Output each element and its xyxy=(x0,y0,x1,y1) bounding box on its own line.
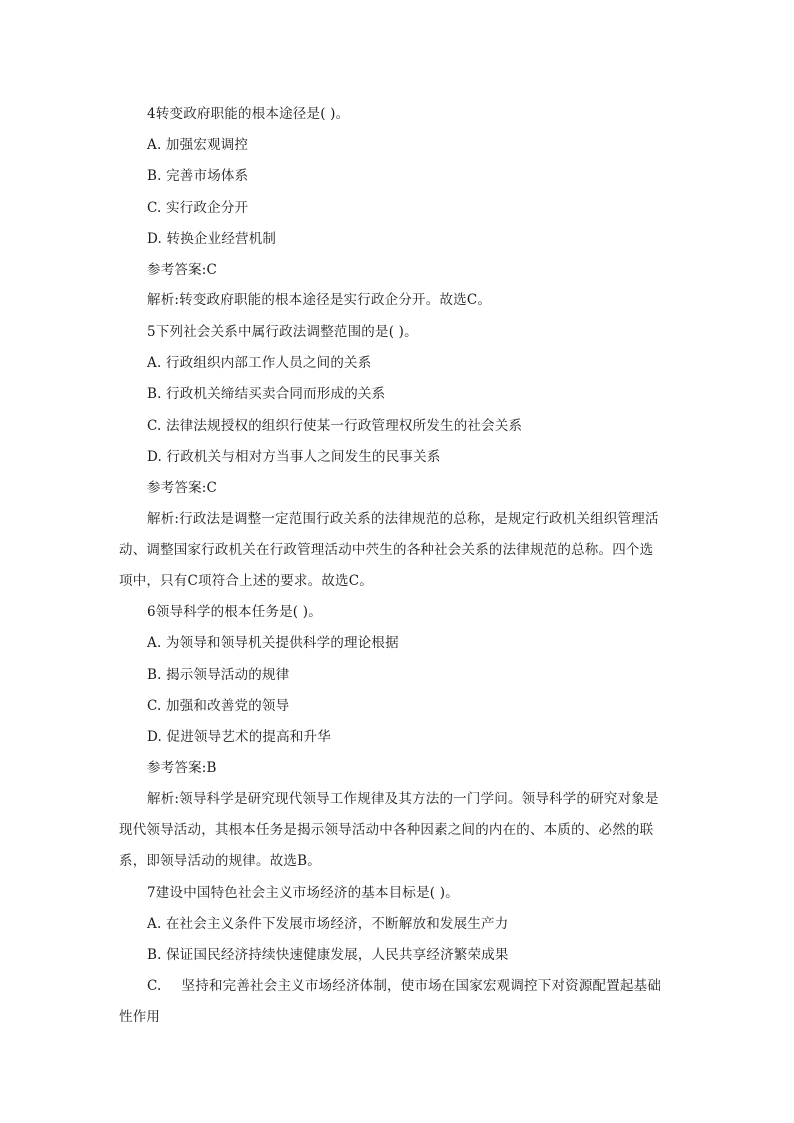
question-4-option-a: A. 加强宏观调控 xyxy=(147,137,249,153)
question-5-option-c: C. 法律法规授权的组织行使某一行政管理权所发生的社会关系 xyxy=(147,418,523,434)
question-4-option-d: D. 转换企业经营机制 xyxy=(147,231,277,247)
question-5-stem: 5下列社会关系中属行政法调整范围的是( )。 xyxy=(147,324,418,340)
question-5-analysis-line-2: 动、调整国家行政机关在行政管理活动中茓生的各种社会关系的法律规范的总称。四个选 xyxy=(119,542,654,558)
question-4-stem: 4转变政府职能的根本途径是( )。 xyxy=(147,106,350,122)
question-7-option-b: B. 保证国民经济持续快速健康发展，人民共享经济繁荣成果 xyxy=(147,947,509,963)
question-6-analysis-line-3: 系，即领导活动的规律。故选B。 xyxy=(119,853,321,869)
question-5-analysis-line-1: 解析:行政法是调整一定范围行政关系的法律规范的总称，是规定行政机关组织管理活 xyxy=(147,511,659,527)
question-5-option-d: D. 行政机关与相对方当事人之间发生的民事关系 xyxy=(147,449,441,465)
question-4-answer: 参考答案:C xyxy=(147,262,218,278)
question-6-option-c: C. 加强和改善党的领导 xyxy=(147,698,290,714)
question-7-option-c-text: 坚持和完善社会主义市场经济体制，使市场在国家宏观调控下对资源配置起基础 xyxy=(181,978,662,994)
question-6-analysis-line-1: 解析:领导科学是研究现代领导工作规律及其方法的一门学问。领导科学的研究对象是 xyxy=(147,791,659,807)
question-5-option-a: A. 行政组织内部工作人员之间的关系 xyxy=(147,355,372,371)
question-7-option-c-continuation: 性作用 xyxy=(119,1009,161,1025)
question-5-answer: 参考答案:C xyxy=(147,480,218,496)
question-6-option-a: A. 为领导和领导机关提供科学的理论根据 xyxy=(147,635,399,651)
question-7-option-a: A. 在社会主义条件下发展市场经济，不断解放和发展生产力 xyxy=(147,916,509,932)
question-5-analysis-line-3: 项中，只有C项符合上述的要求。故选C。 xyxy=(119,573,373,589)
question-6-analysis-line-2: 现代领导活动，其根本任务是揭示领导活动中各种因素之间的内在的、本质的、必然的联 xyxy=(119,822,654,838)
question-4-analysis: 解析:转变政府职能的根本途径是实行政企分开。故选C。 xyxy=(147,292,492,308)
question-6-option-b: B. 揭示领导活动的规律 xyxy=(147,667,290,683)
question-4-option-b: B. 完善市场体系 xyxy=(147,168,249,184)
question-7-stem: 7建设中国特色社会主义市场经济的基本目标是( )。 xyxy=(147,885,459,901)
question-4-option-c: C. 实行政企分开 xyxy=(147,200,249,216)
question-5-option-b: B. 行政机关缔结买卖合同而形成的关系 xyxy=(147,386,386,402)
question-6-stem: 6领导科学的根本任务是( )。 xyxy=(147,604,322,620)
question-6-option-d: D. 促进领导艺术的提高和升华 xyxy=(147,729,331,745)
question-7-option-c-letter: C. xyxy=(147,978,162,994)
question-7-option-c xyxy=(147,977,661,995)
question-6-answer: 参考答案:B xyxy=(147,760,217,776)
